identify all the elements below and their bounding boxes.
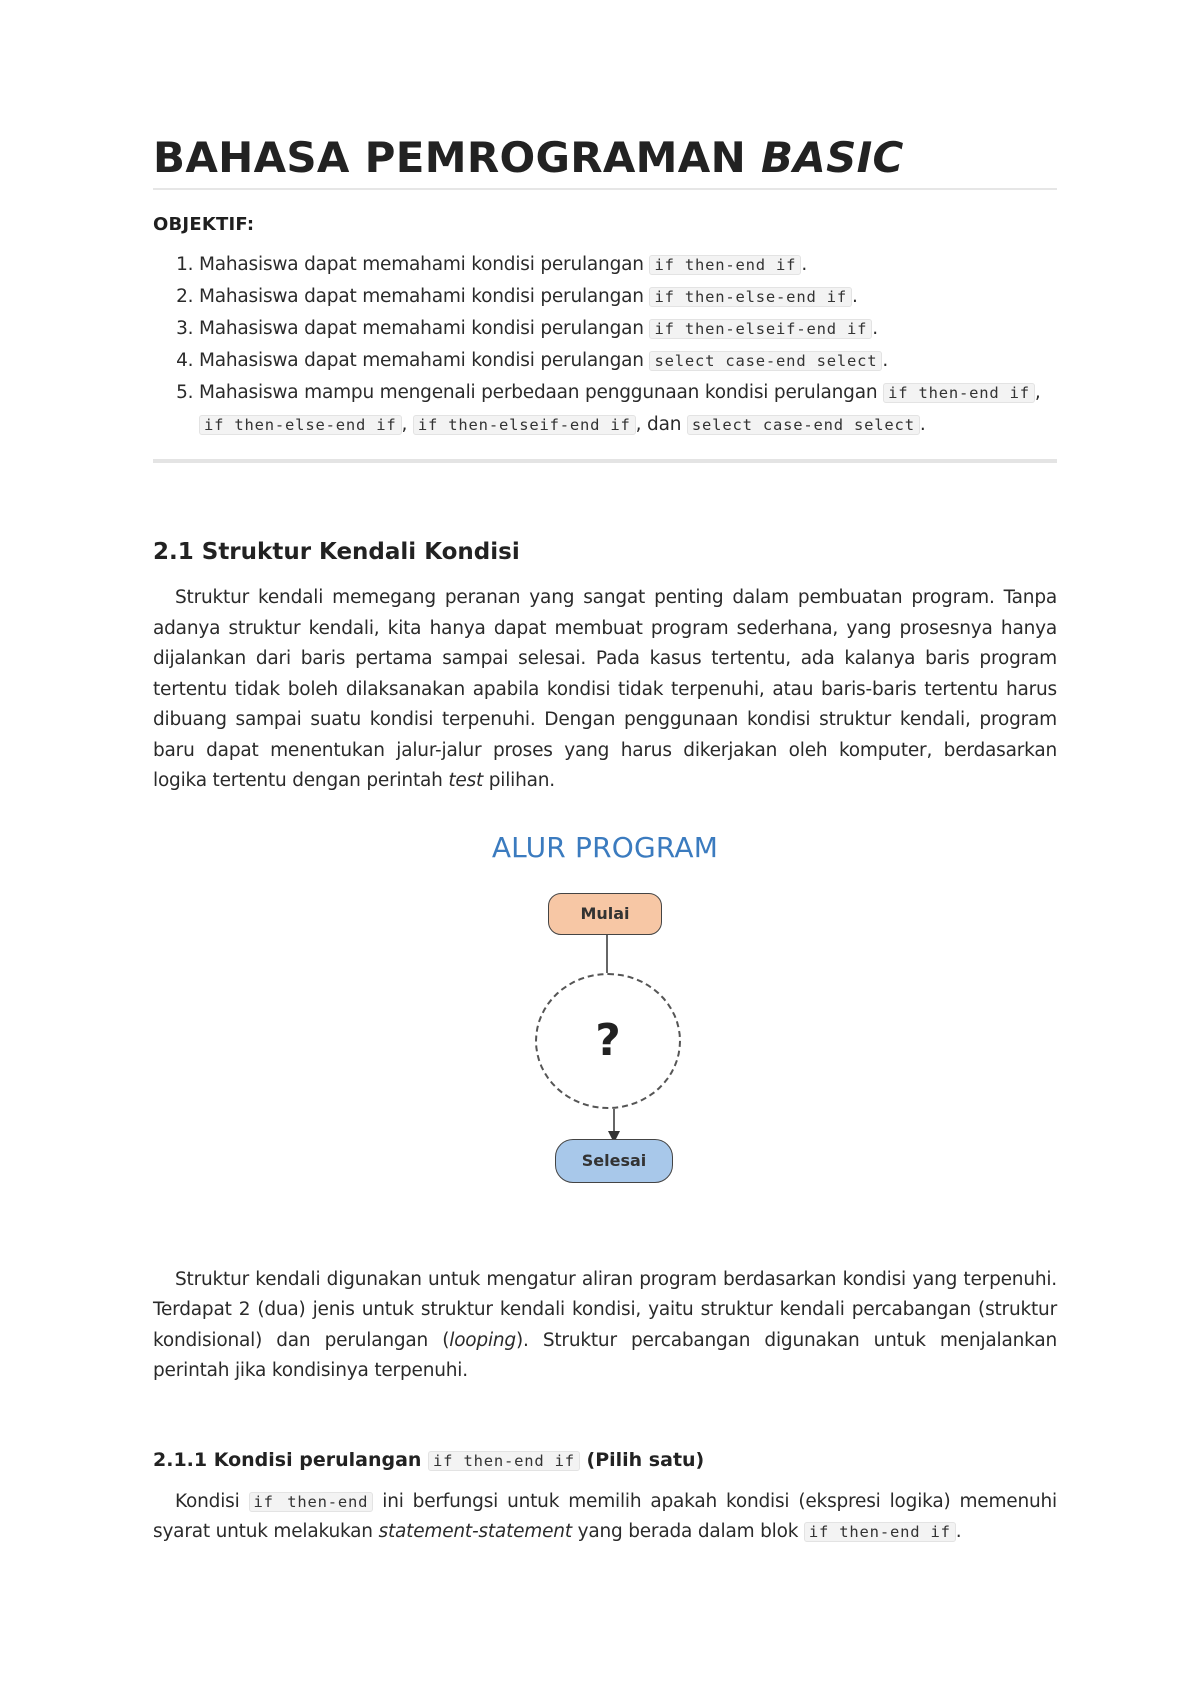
section-paragraph-2: Struktur kendali digunakan untuk mengatur aliran program berdasarkan kondisi yang terpenuhi. Terdapat 2 (dua) jenis untuk struktur kendali kondisi, yaitu struktur kendali percabangan (struktur kondisional) dan perulangan (looping). Struktur percabangan digunakan untuk menjalankan perintah jika kondisinya terpenuhi. (153, 1268, 1057, 1381)
page-title: BAHASA PEMROGRAMAN BASIC (153, 133, 904, 182)
objectives-label: OBJEKTIF: (153, 214, 255, 235)
flowchart-end-node: Selesai (555, 1139, 673, 1183)
flowchart-title: ALUR PROGRAM (491, 830, 719, 864)
page-title-emphasis: BASIC (760, 133, 904, 182)
subsection-heading: 2.1.1 Kondisi perulangan if then-end if (Pilih satu) (153, 1448, 705, 1471)
subsection-paragraph: Kondisi if then-end ini berfungsi untuk memilih apakah kondisi (ekspresi logika) memenuhi syarat untuk melakukan statement-statement yang berada dalam blok if then-end if . (153, 1490, 1057, 1542)
flowchart-start-node: Mulai (548, 893, 662, 935)
objectives-list (153, 249, 1057, 441)
section-heading: 2.1 Struktur Kendali Kondisi (153, 539, 520, 565)
objective-item: 3. Mahasiswa dapat memahami kondisi perulangan if then-elseif-end if . (199, 313, 1057, 345)
objective-item: 1. Mahasiswa dapat memahami kondisi perulangan if then-end if . (199, 249, 1057, 281)
objective-item: 2. Mahasiswa dapat memahami kondisi perulangan if then-else-end if . (199, 281, 1057, 313)
flowchart-figure (153, 819, 1057, 1259)
section-divider (153, 459, 1057, 463)
title-rule (153, 188, 1057, 190)
objective-item: 4. Mahasiswa dapat memahami kondisi perulangan select case-end select . (199, 345, 1057, 377)
objective-item: 5. Mahasiswa mampu mengenali perbedaan penggunaan kondisi perulangan if then-end if , if then-else-end if , if then-elseif-end if , dan select case-end select . (199, 377, 1057, 441)
section-paragraph-1: Struktur kendali memegang peranan yang sangat penting dalam pembuatan program. Tanpa adanya struktur kendali, kita hanya dapat membuat program sederhana, yang prosesnya hanya dijalankan dari baris pertama sampai selesai. Pada kasus tertentu, ada kalanya baris program tertentu tidak boleh dilaksanakan apabila kondisi tidak terpenuhi, atau baris-baris tertentu harus dibuang sampai suatu kondisi terpenuhi. Dengan penggunaan kondisi struktur kendali, program baru dapat menentukan jalur-jalur proses yang harus dikerjakan oleh komputer, berdasarkan logika tertentu dengan perintah test pilihan. (153, 587, 1057, 791)
flowchart-decision-node: ? (535, 973, 681, 1109)
